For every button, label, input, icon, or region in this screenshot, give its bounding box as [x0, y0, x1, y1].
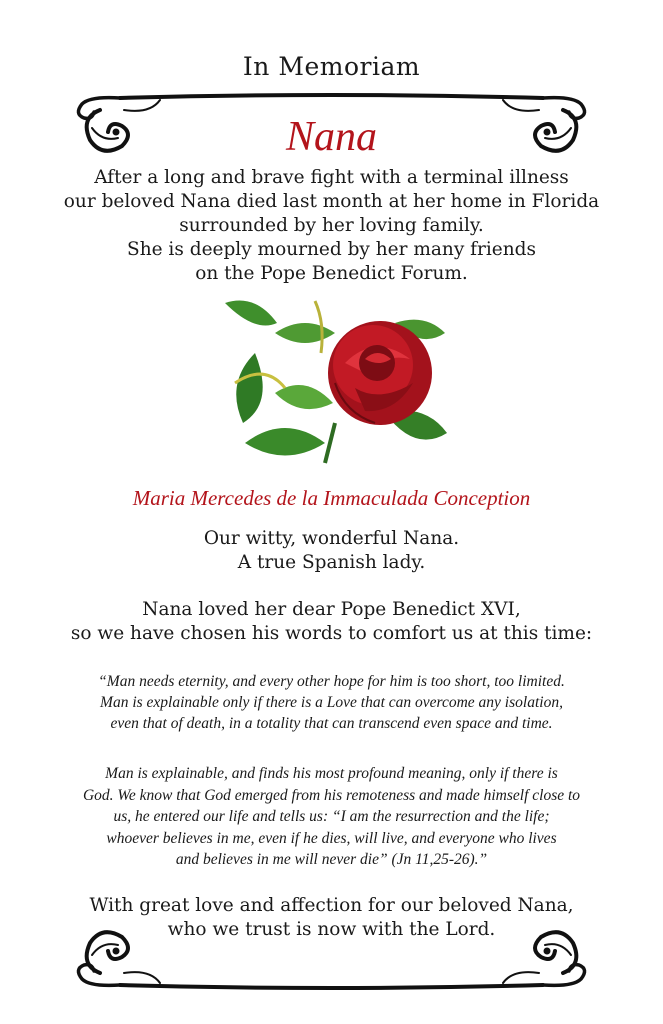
closing-line: With great love and affection for our beloved Nana,	[89, 895, 574, 916]
page-heading: In Memoriam	[242, 52, 421, 81]
quote-line: whoever believes in me, even if he dies, will live, and everyone who lives	[106, 829, 557, 847]
intro-line: surrounded by her loving family.	[179, 215, 484, 236]
quote-paragraph-1	[0, 671, 663, 734]
quote-line: Man is explainable, and finds his most profound meaning, only if there is	[105, 765, 558, 782]
quote-line: God. We know that God emerged from his remoteness and made himself close to	[82, 786, 581, 804]
lead-line: Nana loved her dear Pope Benedict XVI,	[142, 599, 521, 620]
intro-line: our beloved Nana died last month at her home in Florida	[63, 191, 600, 212]
lead-line: so we have chosen his words to comfort us at this time:	[70, 623, 593, 644]
intro-line: on the Pope Benedict Forum.	[195, 263, 468, 284]
closing-paragraph	[0, 894, 663, 942]
memorial-name: Nana	[285, 114, 377, 160]
tribute-paragraph	[0, 527, 663, 575]
quote-line: and believes in me will never die” (Jn 11,25-26).”	[175, 851, 488, 868]
quote-line: Man is explainable only if there is a Love that can overcome any isolation,	[100, 694, 563, 711]
tribute-line: A true Spanish lady.	[237, 552, 426, 573]
quote-line: “Man needs eternity, and every other hope for him is too short, too limited.	[98, 673, 565, 690]
tribute-line: Our witty, wonderful Nana.	[203, 528, 460, 549]
quote-line: even that of death, in a totality that can transcend even space and time.	[110, 715, 553, 732]
quote-paragraph-2	[0, 763, 663, 871]
full-name: Maria Mercedes de la Immaculada Conception	[132, 486, 531, 510]
intro-paragraph	[0, 166, 663, 286]
intro-line: After a long and brave fight with a terminal illness	[94, 167, 569, 188]
closing-line: who we trust is now with the Lord.	[167, 919, 496, 940]
red-rose-illustration	[215, 293, 455, 471]
quote-line: us, he entered our life and tells us: “I am the resurrection and the life;	[113, 808, 550, 825]
intro-line: She is deeply mourned by her many friends	[127, 239, 536, 260]
quote-lead-in	[0, 598, 663, 646]
